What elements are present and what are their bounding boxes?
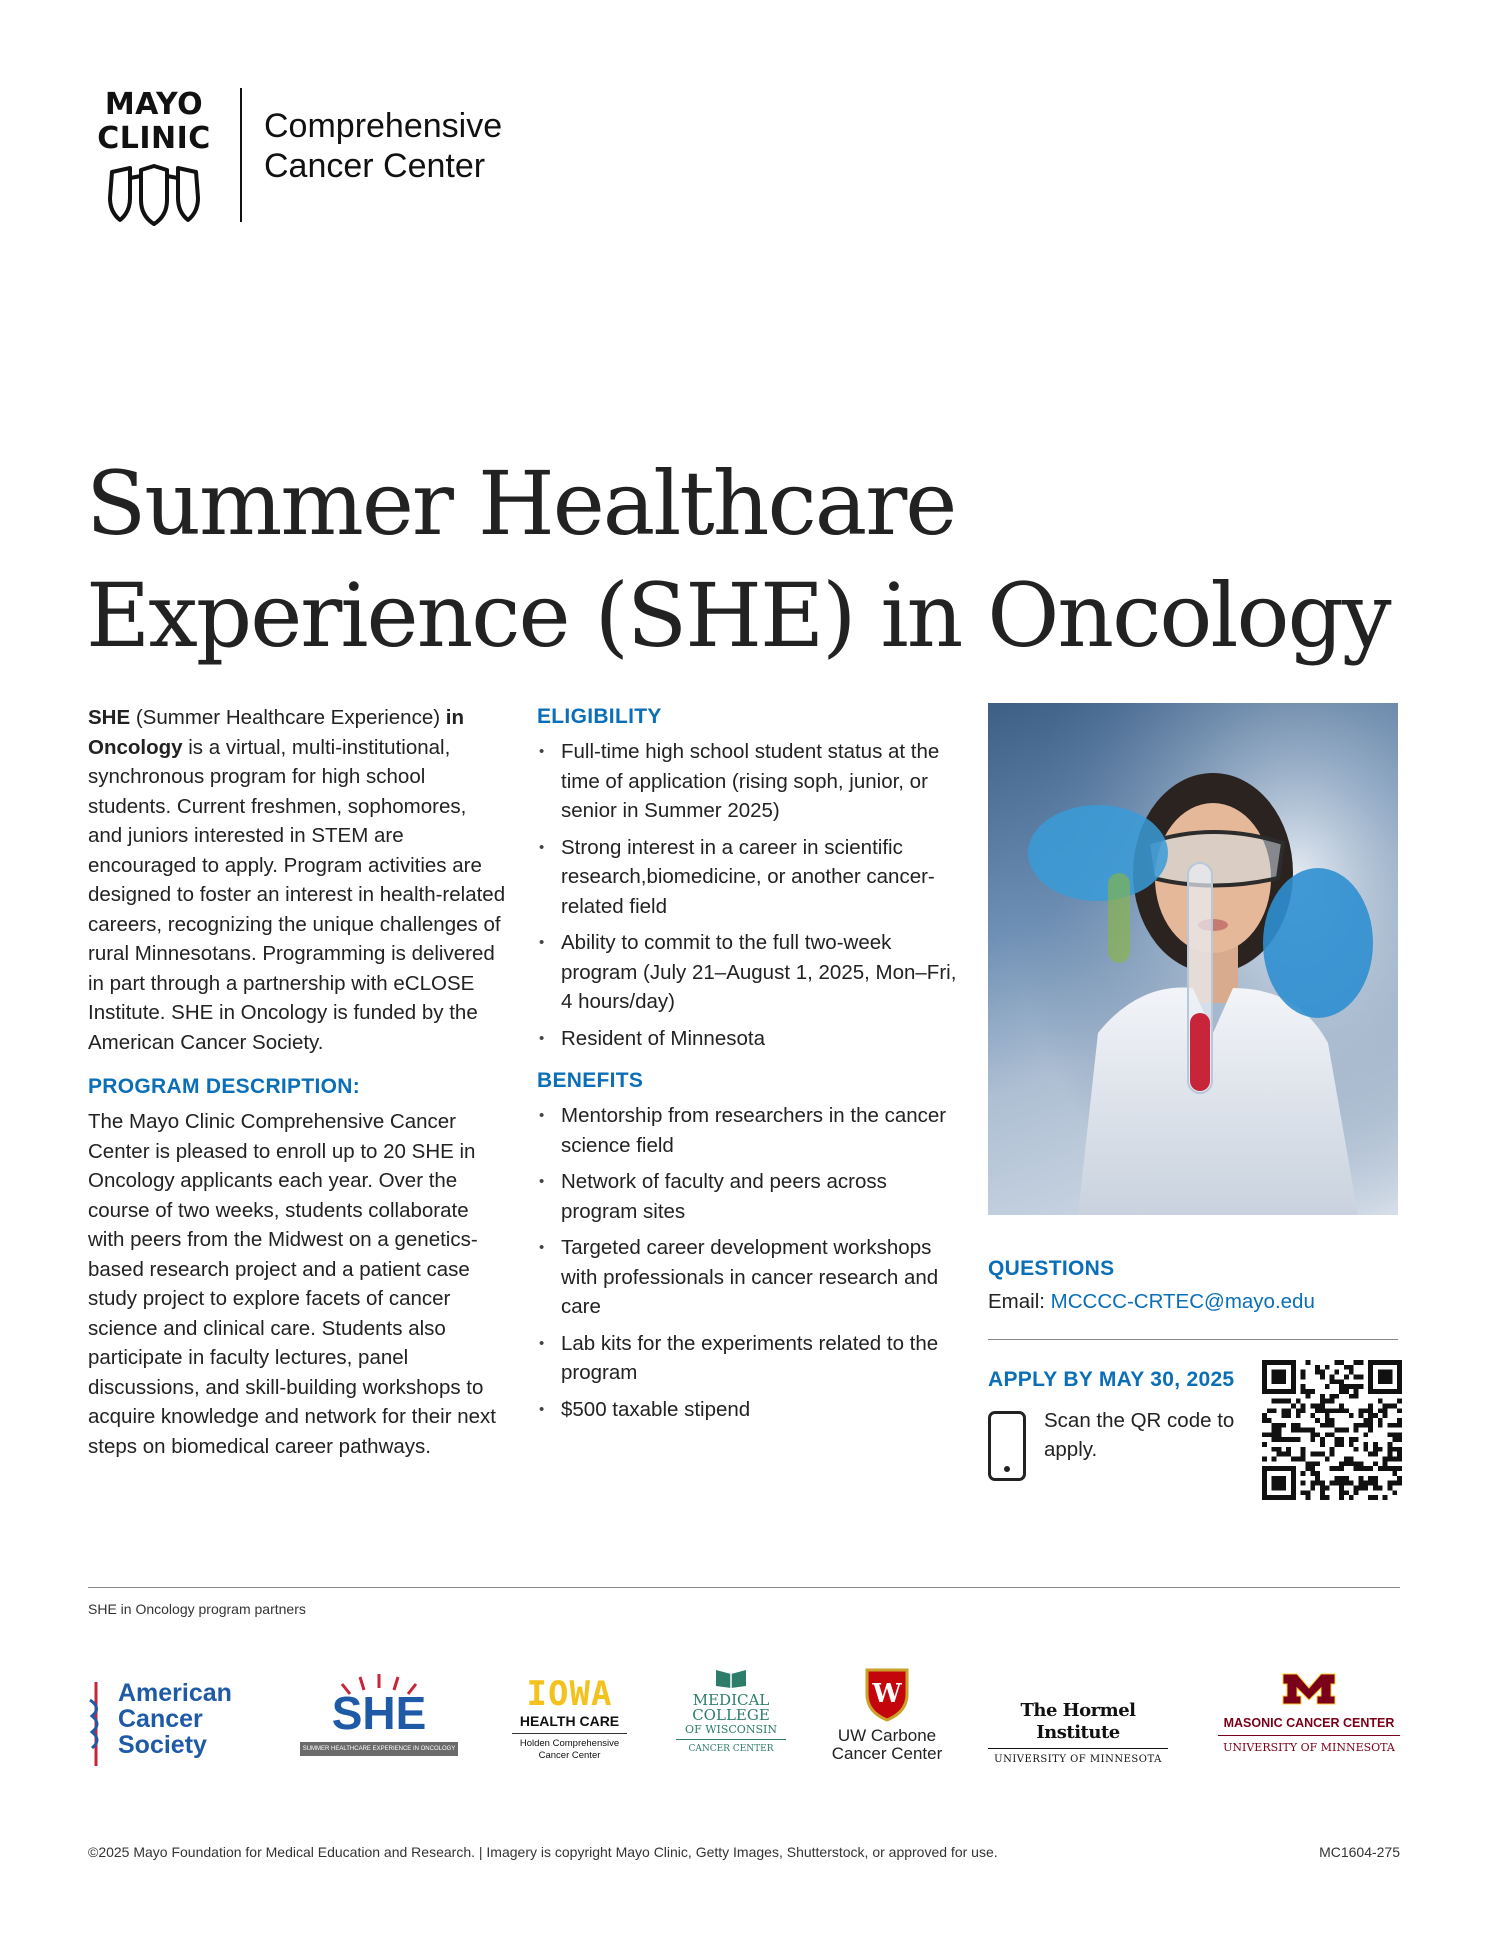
qr-code[interactable] — [1262, 1360, 1402, 1500]
copyright-text: ©2025 Mayo Foundation for Medical Education and Research. | Imagery is copyright Mayo Clinic, Getty Images, Shutterstock, or approved for use. — [88, 1844, 998, 1860]
scientist-photo — [988, 703, 1398, 1215]
benefits-heading: BENEFITS — [537, 1069, 644, 1092]
list-item: • Targeted career development workshops with professionals in cancer research and care — [537, 1233, 957, 1322]
mayo-clinic-logo — [88, 88, 502, 226]
program-description-heading: PROGRAM DESCRIPTION: — [88, 1075, 361, 1098]
list-item: • Strong interest in a career in scientific research,biomedicine, or another cancer-related field — [537, 833, 957, 922]
questions-heading: QUESTIONS — [988, 1257, 1115, 1280]
list-item: • Mentorship from researchers in the cancer science field — [537, 1101, 957, 1160]
benefits-list — [537, 1101, 957, 1424]
list-item: • $500 taxable stipend — [537, 1395, 957, 1425]
scientist-illustration — [988, 703, 1398, 1215]
divider — [988, 1339, 1398, 1340]
partner-uw-carbone: W UW Carbone Cancer Center — [822, 1666, 952, 1763]
requirements-column — [537, 703, 957, 1431]
email-line: Email: MCCCC-CRTEC@mayo.edu — [988, 1290, 1315, 1313]
email-link[interactable]: MCCCC-CRTEC@mayo.edu — [1050, 1290, 1315, 1313]
document-code: MC1604-275 — [1319, 1844, 1400, 1860]
umn-m-icon — [1281, 1672, 1337, 1706]
apply-heading: APPLY BY MAY 30, 2025 — [988, 1367, 1235, 1391]
phone-icon — [988, 1411, 1026, 1481]
partner-masonic-cancer-center: MASONIC CANCER CENTER UNIVERSITY OF MINNESOTA — [1218, 1672, 1400, 1756]
contact-column — [988, 703, 1398, 1506]
list-item: • Full-time high school student status at the time of application (rising soph, junior, or senior in Summer 2025) — [537, 737, 957, 826]
mayo-shield-icon — [104, 164, 204, 226]
footer-divider — [88, 1587, 1400, 1588]
partner-she-logo: SHE SUMMER HEALTHCARE EXPERIENCE IN ONCOLOGY — [300, 1672, 458, 1764]
svg-text:W: W — [872, 1679, 902, 1709]
intro-paragraph: SHE (Summer Healthcare Experience) in Oncology is a virtual, multi-institutional, synchronous program for high school students. Current freshmen, sophomores, and juniors interested in STEM are encouraged to apply. Program activities are designed to foster an interest in health-related careers, recognizing the unique challenges of rural Minnesotans. Programming is delivered in part through a partnership with eCLOSE Institute. SHE in Oncology is funded by the American Cancer Society. — [88, 706, 506, 1054]
page-title: Summer Healthcare Experience (SHE) in Oncology — [86, 452, 1390, 667]
scan-instructions: Scan the QR code to apply. — [1044, 1408, 1235, 1461]
apply-section — [988, 1366, 1398, 1506]
partner-hormel-institute: The Hormel Institute UNIVERSITY OF MINNESOTA — [988, 1700, 1168, 1768]
partner-iowa-health-care: IOWA HEALTH CARE Holden Comprehensive Cancer Center — [512, 1676, 627, 1762]
list-item: • Ability to commit to the full two-week program (July 21–August 1, 2025, Mon–Fri, 4 hours/day) — [537, 928, 957, 1017]
logo-divider — [240, 88, 242, 222]
partners-label: SHE in Oncology program partners — [88, 1601, 306, 1617]
list-item: • Network of faculty and peers across program sites — [537, 1167, 957, 1226]
eligibility-list — [537, 737, 957, 1053]
mcw-book-icon — [714, 1666, 748, 1688]
acs-sword-icon — [88, 1680, 108, 1770]
intro-column — [88, 703, 506, 1461]
mayo-wordmark: MAYO CLINIC — [88, 88, 220, 226]
logo-subtitle: Comprehensive Cancer Center — [264, 107, 503, 185]
list-item: • Lab kits for the experiments related to the program — [537, 1329, 957, 1388]
program-description-text: The Mayo Clinic Comprehensive Cancer Center is pleased to enroll up to 20 SHE in Oncology applicants each year. Over the course of two weeks, students collaborate with peers from the Midwest on a genetics-based research project and a patient case study project to explore facets of cancer science and clinical care. Students also participate in faculty lectures, panel discussions, and skill-building workshops to acquire knowledge and network for their next steps on biomedical career pathways. — [88, 1110, 496, 1458]
uw-crest-icon — [863, 1666, 911, 1722]
eligibility-heading: ELIGIBILITY — [537, 705, 662, 728]
partner-medical-college-of-wisconsin: MEDICAL COLLEGE OF WISCONSIN CANCER CENTER — [676, 1666, 786, 1756]
list-item: • Resident of Minnesota — [537, 1024, 957, 1054]
